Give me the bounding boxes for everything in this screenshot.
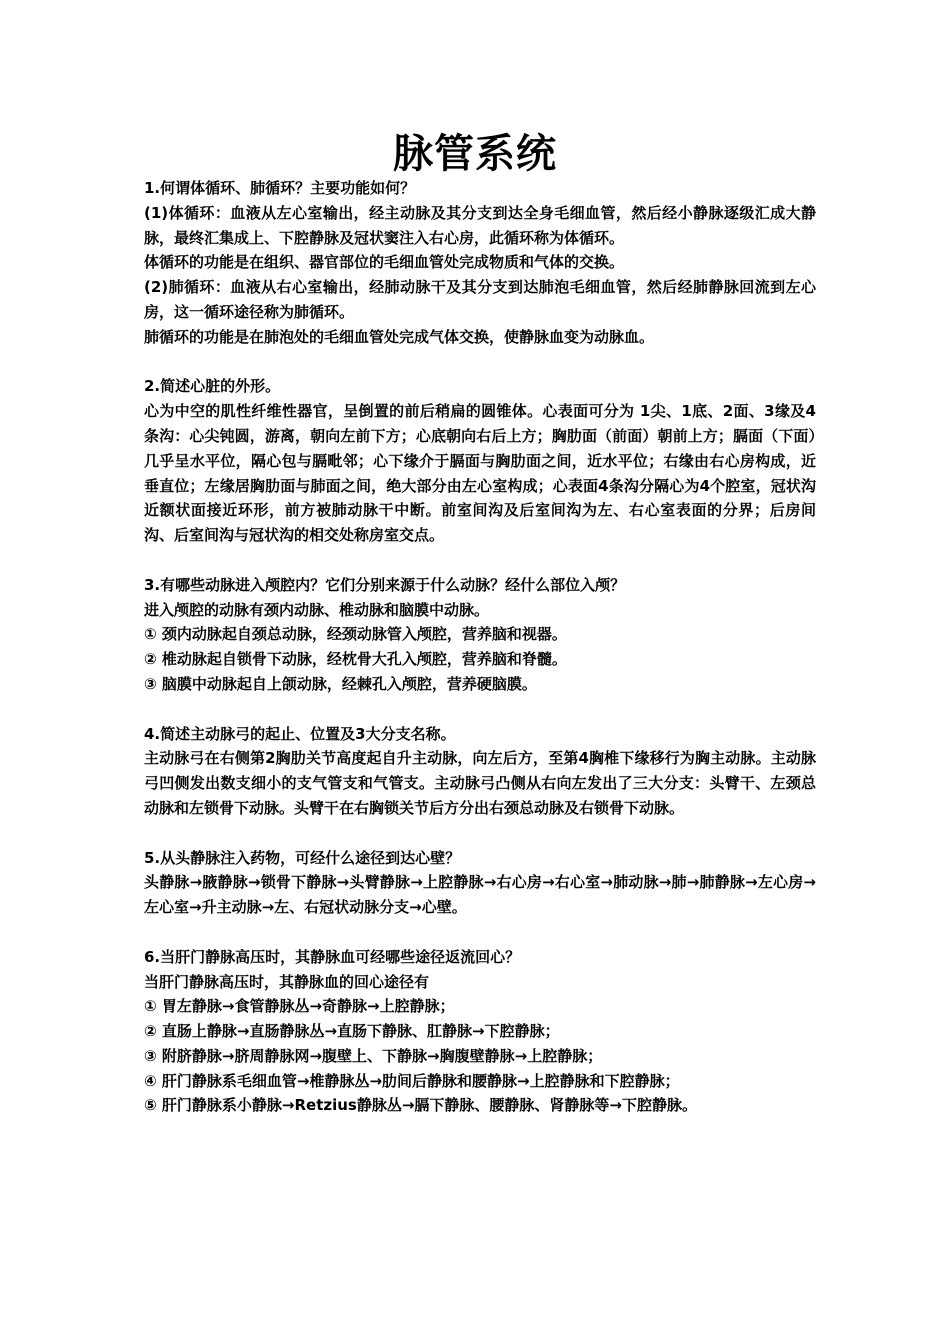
question-5: 5.从头静脉注入药物，可经什么途径到达心壁？ bbox=[144, 848, 461, 867]
answer-1-paragraph: 体循环的功能是在组织、器官部位的毛细血管处完成物质和气体的交换。 bbox=[144, 253, 625, 272]
section-spacer bbox=[144, 821, 816, 846]
answer-3-item: ① 颈内动脉起自颈总动脉，经颈动脉管入颅腔，营养脑和视器。 bbox=[144, 625, 567, 644]
question-1: 1.何谓体循环、肺循环？主要功能如何？ bbox=[144, 179, 416, 197]
answer-6-item: ④ 肝门静脉系毛细血管→椎静脉丛→肋间后静脉和腰静脉→上腔静脉和下腔静脉； bbox=[144, 1071, 680, 1090]
answer-3-item: ② 椎动脉起自锁骨下动脉，经枕骨大孔入颅腔，营养脑和脊髓。 bbox=[144, 650, 567, 669]
document-body bbox=[144, 176, 816, 1118]
answer-6-paragraph: 当肝门静脉高压时，其静脉血的回心途径有 bbox=[144, 972, 430, 991]
answer-4-paragraph: 主动脉弓在右侧第2胸肋关节高度起自升主动脉，向左后方，至第4胸椎下缘移行为胸主动脉。主动脉弓凹侧发出数支细小的支气管支和气管支。主动脉弓凸侧从右向左发出了三大分支：头臂干、左颈总动脉和左锁骨下动脉。头臂干在右胸锁关节后方分出右颈总动脉及右锁骨下动脉。 bbox=[144, 749, 816, 817]
answer-1-paragraph: 肺循环的功能是在肺泡处的毛细血管处完成气体交换，使静脉血变为动脉血。 bbox=[144, 327, 655, 346]
answer-1-paragraph: (1)体循环：血液从左心室输出，经主动脉及其分支到达全身毛细血管，然后经小静脉逐级汇成大静脉，最终汇集成上、下腔静脉及冠状窦注入右心房，此循环称为体循环。 bbox=[144, 203, 816, 247]
answer-1-paragraph: (2)肺循环：血液从右心室输出，经肺动脉干及其分支到达肺泡毛细血管，然后经肺静脉回流到左心房，这一循环途径称为肺循环。 bbox=[144, 278, 816, 321]
answer-2-paragraph: 心为中空的肌性纤维性器官，呈倒置的前后稍扁的圆锥体。心表面可分为 1尖、1底、2面、3缘及4条沟：心尖钝圆，游离，朝向左前下方；心底朝向右后上方；胸肋面（前面）朝前上方；膈面（下面）几乎呈水平位，隔心包与膈毗邻；心下缘介于膈面与胸肋面之间，近水平位；右缘由右心房构成，近垂直位；左缘居胸肋面与肺面之间，绝大部分由左心室构成；心表面4条沟分隔心为4个腔室，冠状沟近额状面接近环形，前方被肺动脉干中断。前室间沟及后室间沟为左、右心室表面的分界；后房间沟、后室间沟与冠状沟的相交处称房室交点。 bbox=[144, 402, 816, 545]
answer-6-item: ③ 附脐静脉→脐周静脉网→腹壁上、下静脉→胸腹壁静脉→上腔静脉； bbox=[144, 1046, 603, 1065]
question-6: 6.当肝门静脉高压时，其静脉血可经哪些途径返流回心？ bbox=[144, 947, 521, 966]
section-spacer bbox=[144, 350, 816, 375]
question-3: 3.有哪些动脉进入颅腔内？它们分别来源于什么动脉？经什么部位入颅？ bbox=[144, 575, 626, 594]
question-2: 2.简述心脏的外形。 bbox=[144, 377, 281, 396]
answer-3-item: ③ 脑膜中动脉起自上颌动脉，经棘孔入颅腔，营养硬脑膜。 bbox=[144, 674, 537, 693]
section-spacer bbox=[144, 920, 816, 945]
document-title: 脉管系统 bbox=[393, 131, 557, 177]
answer-6-item: ② 直肠上静脉→直肠静脉丛→直肠下静脉、肛静脉→下腔静脉； bbox=[144, 1022, 560, 1041]
answer-6-item: ⑤ 肝门静脉系小静脉→Retzius静脉丛→膈下静脉、腰静脉、肾静脉等→下腔静脉。 bbox=[144, 1096, 698, 1115]
section-spacer bbox=[144, 697, 816, 722]
answer-3-paragraph: 进入颅腔的动脉有颈内动脉、椎动脉和脑膜中动脉。 bbox=[144, 600, 490, 619]
section-spacer bbox=[144, 548, 816, 573]
answer-6-item: ① 胃左静脉→食管静脉丛→奇静脉→上腔静脉； bbox=[144, 997, 455, 1016]
question-4: 4.简述主动脉弓的起止、位置及3大分支名称。 bbox=[144, 724, 456, 743]
answer-5-paragraph: 头静脉→腋静脉→锁骨下静脉→头臂静脉→上腔静脉→右心房→右心室→肺动脉→肺→肺静脉→左心房→左心室→升主动脉→左、右冠状动脉分支→心壁。 bbox=[144, 873, 816, 917]
